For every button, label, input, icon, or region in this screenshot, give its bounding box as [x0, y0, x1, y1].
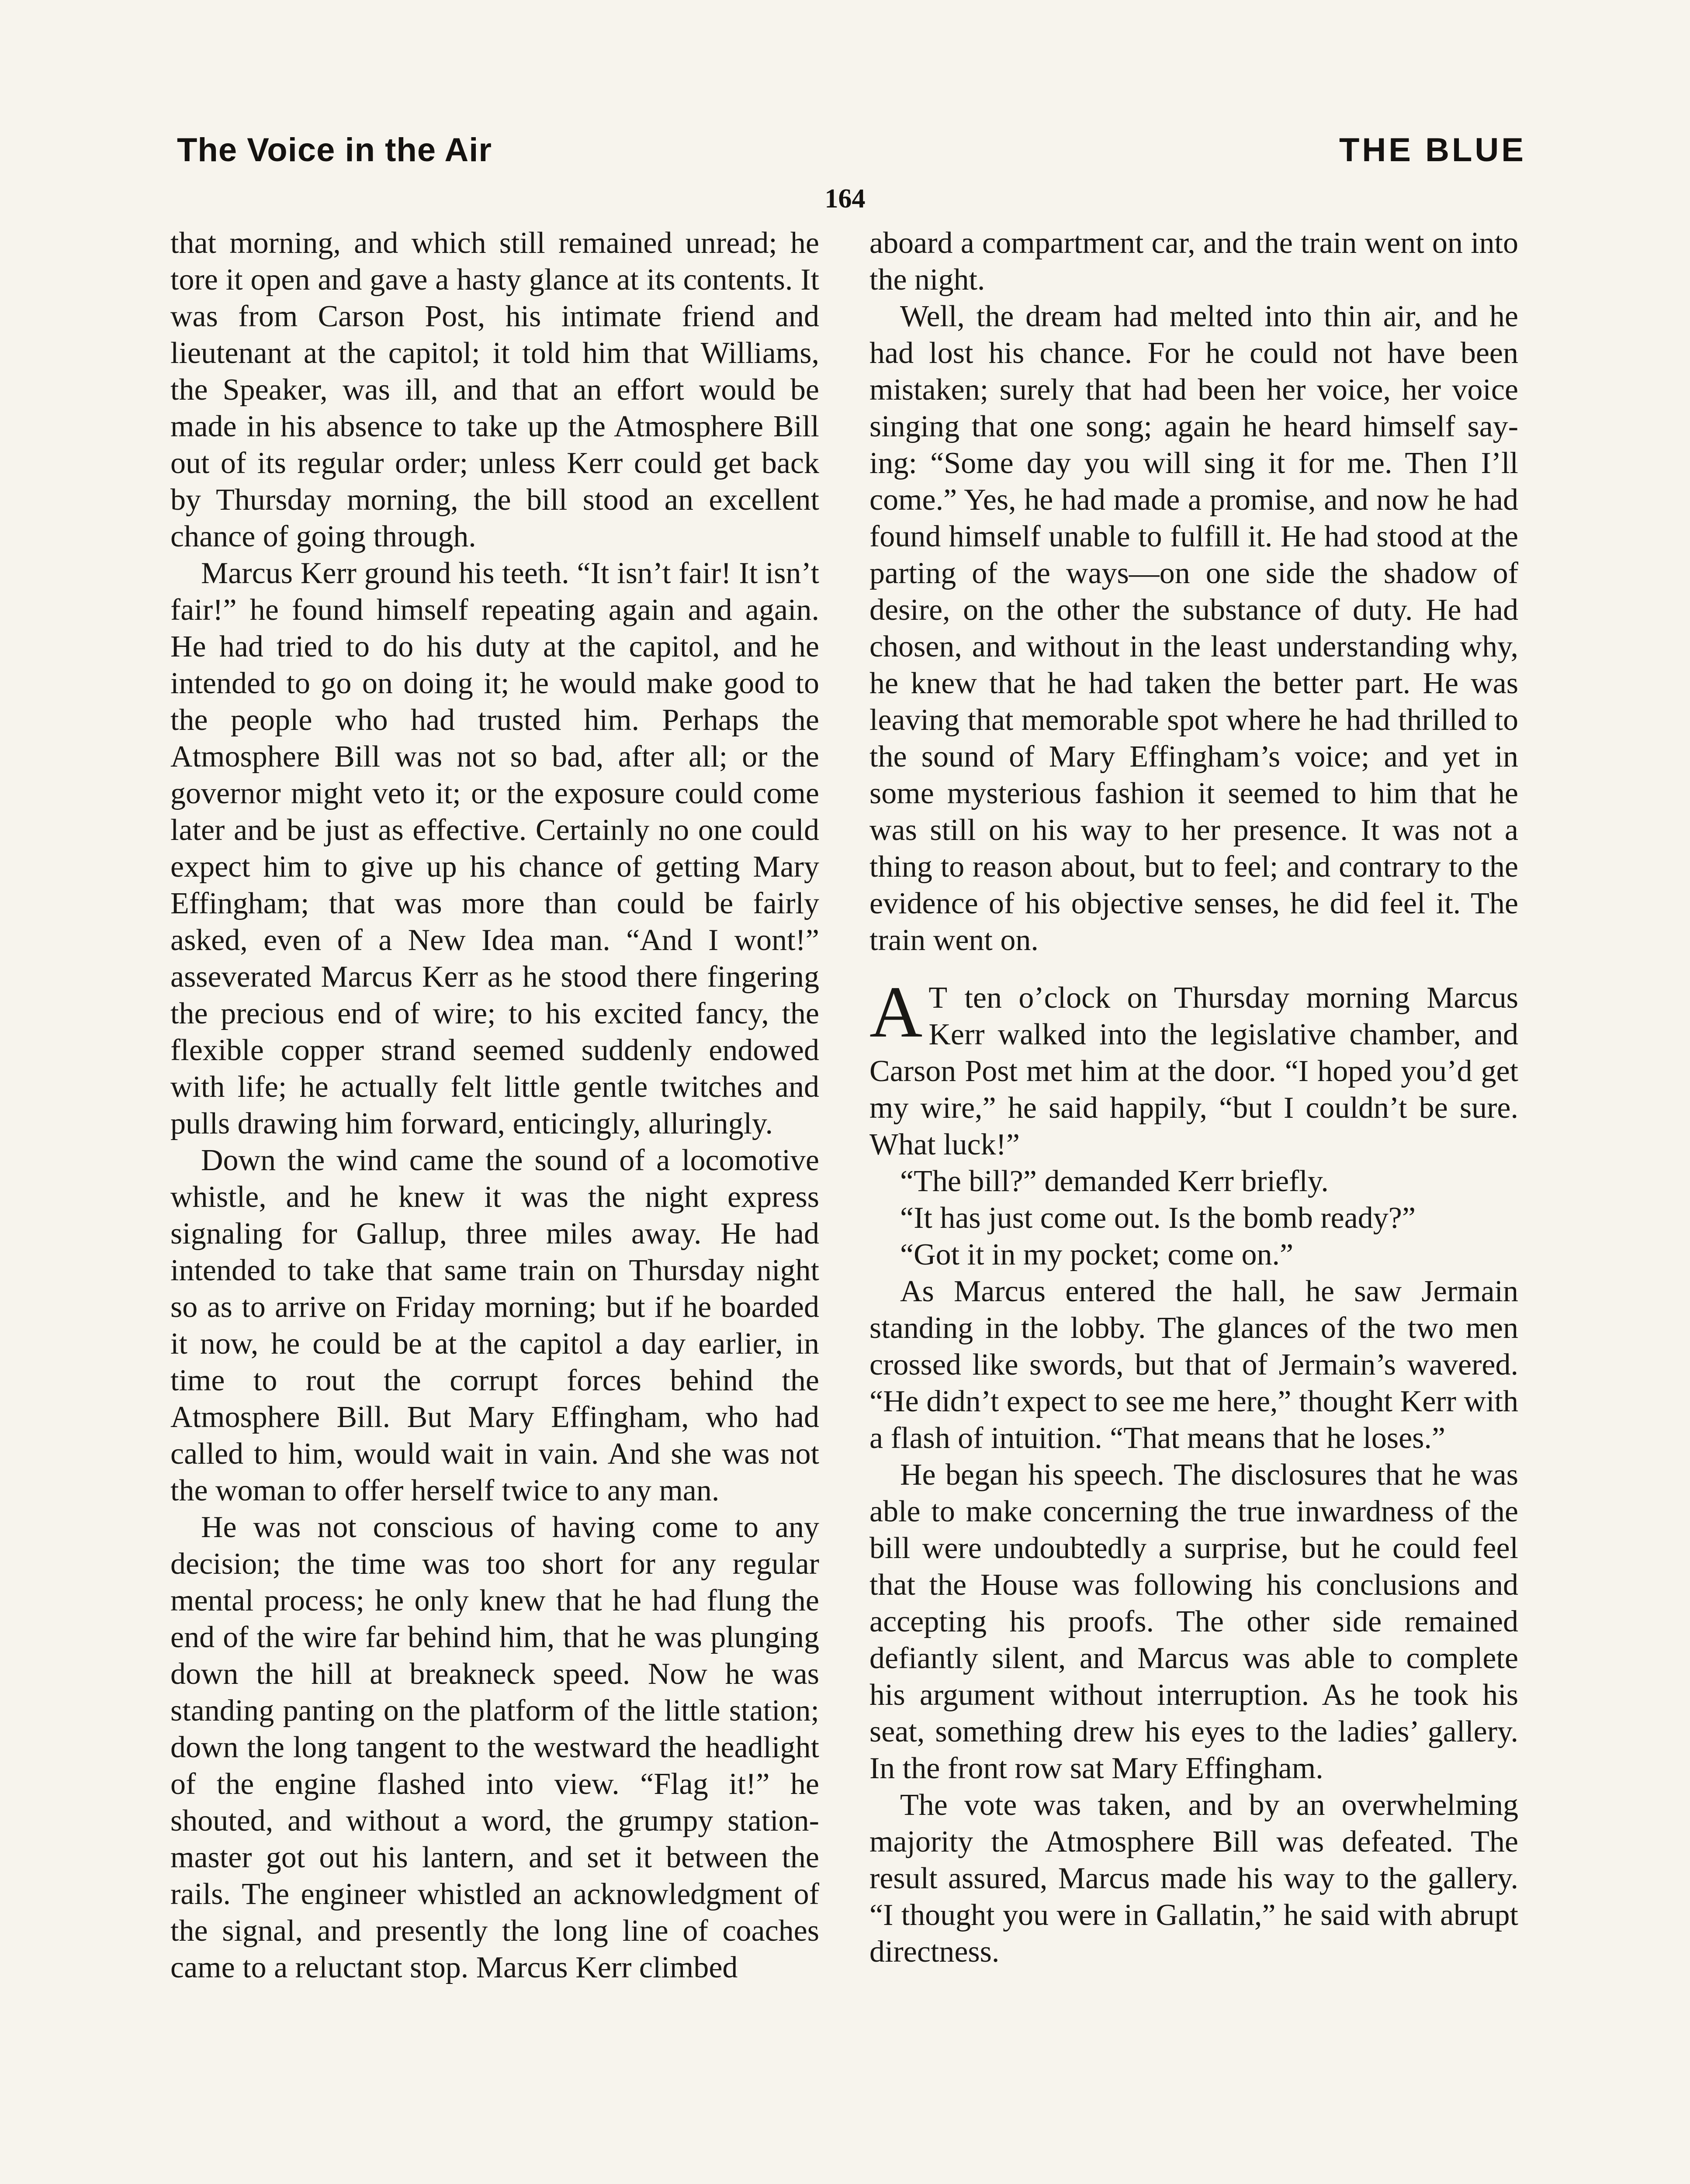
drop-cap: A	[869, 971, 923, 1053]
paragraph: “The bill?” demanded Kerr briefly.	[900, 1165, 1329, 1198]
paragraph: Down the wind came the sound of a locomotive whistle, and he knew it was the night express signaling for Gallup, three miles away. He had intended to take that same train on Thursday night so as to arrive on Friday morning; but if he boarded it now, he could be at the capitol a day earlier, in time to rout the corrupt forces behind the Atmosphere Bill. But Mary Effingham, who had called to him, would wait in vain. And she was not the woman to offer herself twice to any man.	[170, 1144, 819, 1507]
paragraph: The vote was taken, and by an overwhelming majority the Atmosphere Bill was defeated. The result assured, Marcus made his way to the gallery. “I thought you were in Gallatin,” he said with abrupt directness.	[869, 1788, 1518, 1969]
paragraph: He was not conscious of having come to any decision; the time was too short for any regular mental process; he only knew that he had flung the end of the wire far behind him, that he was plunging down the hill at breakneck speed. Now he was standing panting on the platform of the little station; down the long tangent to the westward the headlight of the engine flashed into view. “Flag it!” he shouted, and without a word, the grumpy station-master got out his lantern, and set it between the rails. The engineer whistled an acknowledgment of the signal, and presently the long line of coaches came to a reluctant stop. Marcus Kerr climbed	[170, 1510, 819, 1984]
paragraph: Well, the dream had melted into thin air, and he had lost his chance. For he could not have been mistaken; surely that had been her voice, her voice singing that one song; again he heard himself saying: “Some day you will sing it for me. Then I’ll come.” Yes, he had made a promise, and now he had found himself unable to fulfill it. He had stood at the parting of the ways—on one side the shadow of desire, on the other the substance of duty. He had chosen, and without in the least understanding why, he knew that he had taken the better part. He was leaving that memorable spot where he had thrilled to the sound of Mary Effingham’s voice; and yet in some mysterious fashion it seemed to him that he was still on his way to her presence. It was not a thing to reason about, but to feel; and contrary to the evidence of his objective senses, he did feel it. The train went on.	[869, 300, 1518, 957]
page-number: 164	[824, 184, 866, 214]
small-caps-lead: T	[928, 981, 948, 1015]
paragraph: aboard a compartment car, and the train went on into the night.	[869, 226, 1518, 297]
story-title: The Voice in the Air	[177, 131, 492, 169]
paragraph: “Got it in my pocket; come on.”	[900, 1238, 1294, 1272]
paragraph: that morning, and which still remained unread; he tore it open and gave a hasty glance at its contents. It was from Carson Post, his intimate friend and lieutenant at the capitol; it told him that Williams, the Speaker, was ill, and that an effort would be made in his absence to take up the Atmosphere Bill out of its regular order; unless Kerr could get back by Thursday morning, the bill stood an excellent chance of going through.	[170, 226, 819, 553]
paragraph: “It has just come out. Is the bomb ready?”	[900, 1201, 1416, 1235]
left-text-column	[170, 225, 819, 1986]
paragraph-text: ten o’clock on Thursday morning Marcus Kerr walked into the legislative chamber, and Carson Post met him at the door. “I hoped you’d get my wire,” he said happily, “but I couldn’t be sure. What luck!”	[869, 981, 1518, 1161]
paragraph: He began his speech. The disclosures that he was able to make concerning the true inwardness of the bill were undoubtedly a surprise, but he could feel that the House was following his conclusions and accepting his proofs. The other side remained defiantly silent, and Marcus was able to complete his argument without interruption. As he took his seat, something drew his eyes to the ladies’ gallery. In the front row sat Mary Effingham.	[869, 1458, 1518, 1785]
magazine-title: THE BLUE	[1339, 131, 1526, 169]
section-opening-paragraph	[869, 971, 1518, 1163]
section-break	[869, 959, 1518, 980]
right-text-column	[869, 225, 1518, 1970]
paragraph: As Marcus entered the hall, he saw Jermain standing in the lobby. The glances of the two men crossed like swords, but that of Jermain’s wavered. “He didn’t expect to see me here,” thought Kerr with a flash of intuition. “That means that he loses.”	[869, 1275, 1518, 1455]
paragraph: Marcus Kerr ground his teeth. “It isn’t fair! It isn’t fair!” he found himself repeating again and again. He had tried to do his duty at the capitol, and he intended to go on doing it; he would make good to the people who had trusted him. Perhaps the Atmosphere Bill was not so bad, after all; or the governor might veto it; or the exposure could come later and be just as effective. Certainly no one could expect him to give up his chance of getting Mary Effingham; that was more than could be fairly asked, even of a New Idea man. “And I wont!” asseverated Marcus Kerr as he stood there fingering the precious end of wire; to his excited fancy, the flexible copper strand seemed suddenly endowed with life; he actually felt little gentle twitches and pulls drawing him forward, enticingly, alluringly.	[170, 556, 819, 1140]
